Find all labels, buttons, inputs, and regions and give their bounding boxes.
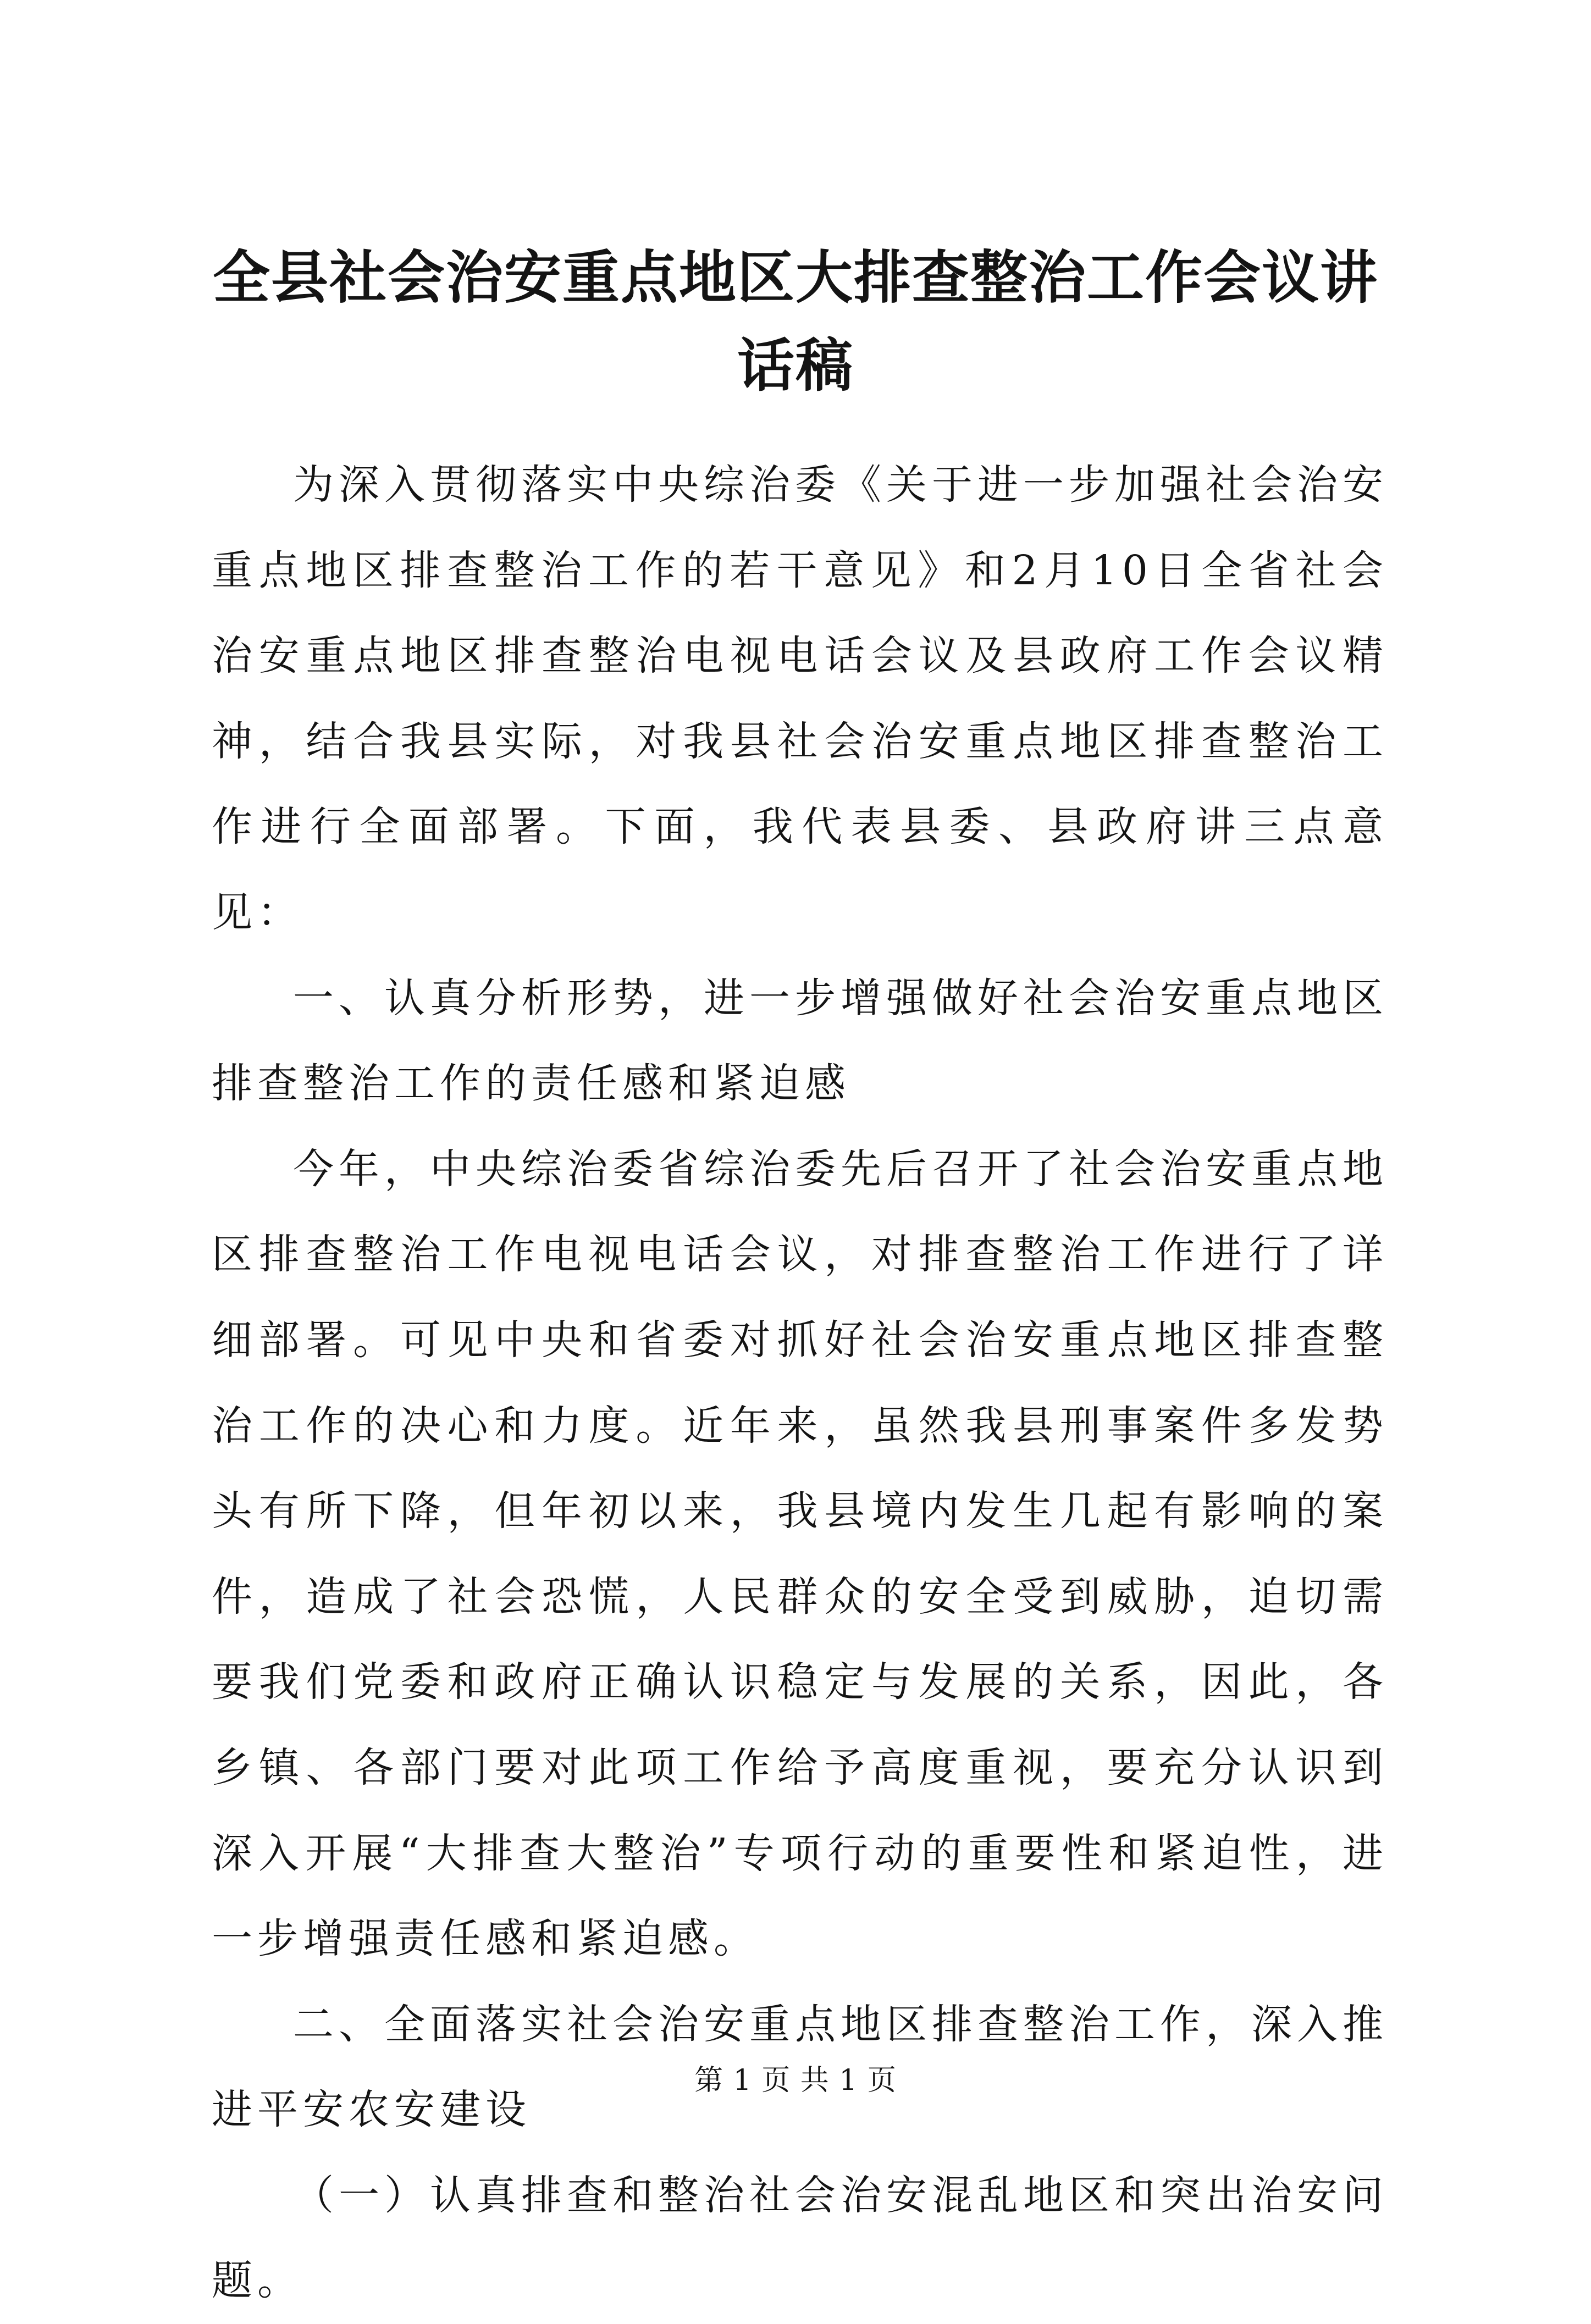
page-footer: 第 1 页 共 1 页 bbox=[694, 2064, 897, 2097]
paragraph-section-1: 今年，中央综治委省综治委先后召开了社会治安重点地区排查整治工作电视电话会议，对排查整治工作进行了详细部署。可见中央和省委对抓好社会治安重点地区排查整治工作的决心和力度。近年来，虽然我县刑事案件多发势头有所下降，但年初以来，我县境内发生几起有影响的案件，造成了社会恐慌，人民群众的安全受到威胁，迫切需要我们党委和政府正确认识稳定与发展的关系，因此，各乡镇、各部门要对此项工作给予高度重视，要充分认识到深入开展“大排查大整治”专项行动的重要性和紧迫性，进一步增强责任感和紧迫感。 bbox=[212, 1145, 1388, 1963]
document-body bbox=[212, 442, 1388, 2324]
document-title: 全县社会治安重点地区大排查整治工作会议讲话稿 bbox=[212, 244, 1378, 399]
heading-section-1: 一、认真分析形势，进一步增强做好社会治安重点地区排查整治工作的责任感和紧迫感 bbox=[212, 974, 1388, 1108]
heading-section-2: 二、全面落实社会治安重点地区排查整治工作，深入推进平安农安建设 bbox=[212, 2000, 1388, 2134]
paragraph-intro: 为深入贯彻落实中央综治委《关于进一步加强社会治安重点地区排查整治工作的若干意见》和2月10日全省社会治安重点地区排查整治电视电话会议及县政府工作会议精神，结合我县实际，对我县社会治安重点地区排查整治工作进行全面部署。下面，我代表县委、县政府讲三点意见： bbox=[212, 461, 1388, 936]
subheading-section-2-1: （一）认真排查和整治社会治安混乱地区和突出治安问题。 bbox=[212, 2171, 1388, 2305]
